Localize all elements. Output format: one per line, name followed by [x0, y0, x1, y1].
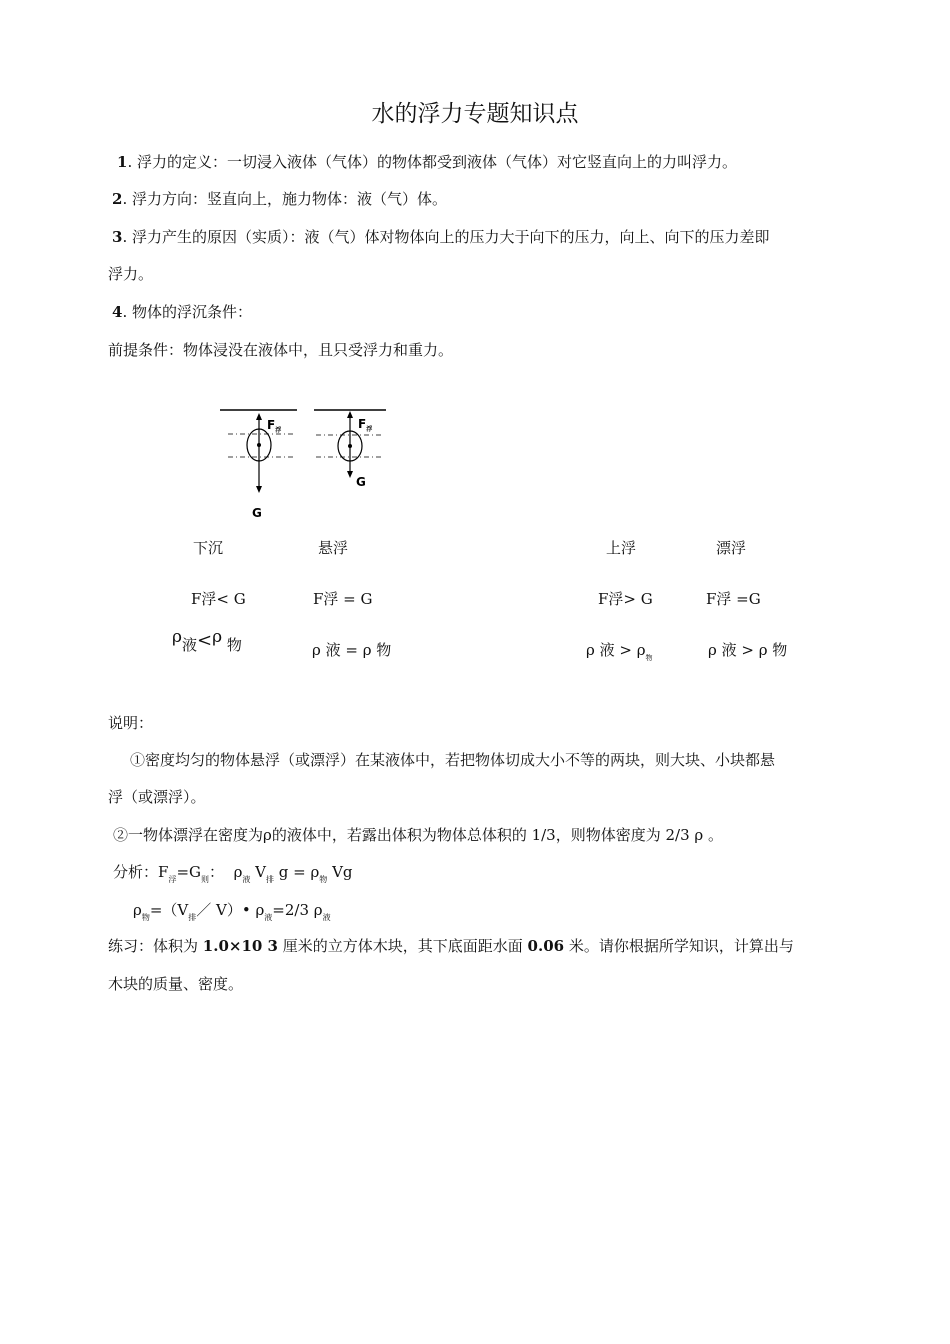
item-3	[112, 227, 769, 247]
analysis-line-1: 分析：$F_浮=G_则$： $\rho_液$ $V_排$ $g = \rho_物$ Vg	[113, 863, 353, 884]
state-suspend: 悬浮	[318, 539, 349, 557]
premise-text: 前提条件：物体浸没在液体中，且只受浮力和重力。	[108, 341, 454, 359]
arrow-head	[256, 486, 262, 493]
item-2	[112, 189, 447, 209]
density-sink: ρ液<ρ 物	[172, 627, 242, 654]
exercise-line-2: 木块的质量、密度。	[108, 975, 244, 993]
arrow-head	[347, 471, 353, 478]
notes-heading: 说明：	[108, 714, 154, 732]
page-title: 水的浮力专题知识点	[371, 101, 579, 127]
force-rise: F浮> G	[598, 590, 653, 608]
item-number: 2	[112, 190, 123, 208]
buoyancy-label: $F_浮$	[358, 417, 373, 433]
density-float: ρ 液 > ρ 物	[708, 641, 788, 659]
gravity-label: G	[356, 475, 366, 489]
note-1-line-1: ①密度均匀的物体悬浮（或漂浮）在某液体中，若把物体切成大小不等的两块，则大块、小块都悬	[130, 751, 776, 769]
item-text: . 浮力的定义：一切浸入液体（气体）的物体都受到液体（气体）对它竖直向上的力叫浮力。	[127, 153, 737, 171]
item-1	[117, 152, 737, 172]
item-3-continued: 浮力。	[108, 265, 154, 283]
state-sink: 下沉	[193, 539, 224, 557]
sink-diagram	[220, 410, 297, 520]
item-text: . 物体的浮沉条件：	[122, 303, 252, 321]
density-suspend: ρ 液 = ρ 物	[312, 641, 392, 659]
exercise-line-1: 练习：体积为 1.0×10 3 厘米的立方体木块，其下底面距水面 0.06 米。请你根据所学知识，计算出与	[108, 937, 794, 955]
force-float: F浮 =G	[706, 590, 761, 608]
item-text: . 浮力产生的原因（实质）：液（气）体对物体向上的压力大于向下的压力，向上、向下的压力差即	[122, 228, 770, 246]
note-1-line-2: 浮（或漂浮）。	[108, 788, 206, 806]
suspend-diagram	[314, 410, 386, 489]
state-rise: 上浮	[606, 539, 637, 557]
state-float: 漂浮	[716, 539, 747, 557]
item-number: 4	[112, 303, 123, 321]
gravity-label: G	[252, 506, 262, 520]
density-rise: ρ 液 > $\rho_物$	[586, 641, 653, 662]
force-sink: F浮< G	[191, 590, 246, 608]
item-text: . 浮力方向：竖直向上，施力物体：液（气）体。	[122, 190, 447, 208]
item-4	[112, 302, 252, 322]
item-number: 3	[112, 228, 123, 246]
arrow-head	[347, 411, 353, 418]
buoyancy-label: $F_浮$	[267, 418, 282, 434]
arrow-head	[256, 413, 262, 420]
note-2: ②一物体漂浮在密度为ρ的液体中，若露出体积为物体总体积的 1/3，则物体密度为 2/3 ρ 。	[113, 826, 723, 844]
force-diagram	[210, 400, 400, 525]
item-number: 1	[117, 153, 128, 171]
force-suspend: F浮 = G	[313, 590, 373, 608]
analysis-line-2: $\rho_物=(V_排/$ V）• $\rho_液=2/3$ $\rho_液$	[133, 901, 331, 922]
